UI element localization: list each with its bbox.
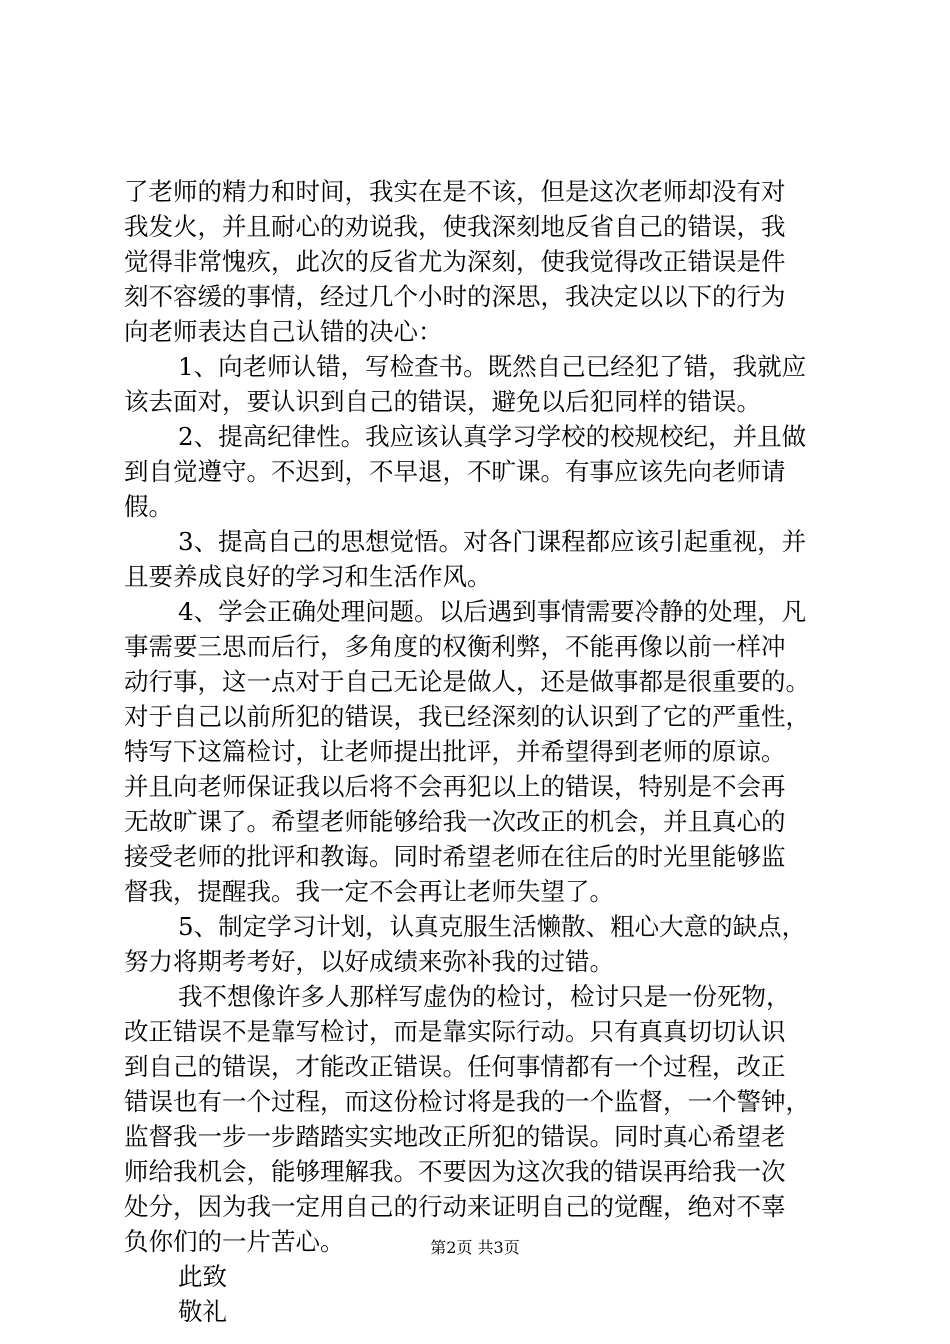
document-body	[124, 174, 836, 1329]
text-line: 错误也有一个过程，而这份检讨将是我的一个监督，一个警钟，	[124, 1087, 810, 1116]
text-line: 到自己的错误，才能改正错误。任何事情都有一个过程，改正	[124, 1052, 786, 1081]
text-line: 处分，因为我一定用自己的行动来证明自己的觉醒，绝对不辜	[124, 1192, 786, 1221]
closing-salutation: 此致	[178, 1262, 227, 1291]
paragraph-start-line: 我不想像许多人那样写虚伪的检讨，检讨只是一份死物，	[178, 982, 791, 1011]
text-line: 特写下这篇检讨，让老师提出批评，并希望得到老师的原谅。	[124, 737, 786, 766]
text-line: 负你们的一片苦心。	[124, 1227, 345, 1256]
text-line: 动行事，这一点对于自己无论是做人，还是做事都是很重要的。	[124, 667, 810, 696]
text-line: 师给我机会，能够理解我。不要因为这次我的错误再给我一次	[124, 1157, 786, 1186]
text-line: 该去面对，要认识到自己的错误，避免以后犯同样的错误。	[124, 387, 761, 416]
list-item-1-line: 1、向老师认错，写检查书。既然自己已经犯了错，我就应	[178, 352, 807, 381]
list-item-2-line: 2、提高纪律性。我应该认真学习学校的校规校纪，并且做	[178, 422, 807, 451]
text-line: 并且向老师保证我以后将不会再犯以上的错误，特别是不会再	[124, 772, 786, 801]
text-line: 事需要三思而后行，多角度的权衡利弊，不能再像以前一样冲	[124, 632, 786, 661]
text-line: 刻不容缓的事情，经过几个小时的深思，我决定以以下的行为	[124, 282, 786, 311]
text-line: 了老师的精力和时间，我实在是不该，但是这次老师却没有对	[124, 177, 786, 206]
closing-regards: 敬礼	[178, 1297, 227, 1326]
text-line: 努力将期考考好，以好成绩来弥补我的过错。	[124, 947, 614, 976]
text-line: 督我，提醒我。我一定不会再让老师失望了。	[124, 877, 614, 906]
text-line: 接受老师的批评和教诲。同时希望老师在往后的时光里能够监	[124, 842, 786, 871]
list-item-5-line: 5、制定学习计划，认真克服生活懒散、粗心大意的缺点，	[178, 912, 807, 941]
text-line: 我发火，并且耐心的劝说我，使我深刻地反省自己的错误，我	[124, 212, 786, 241]
list-item-3-line: 3、提高自己的思想觉悟。对各门课程都应该引起重视，并	[178, 527, 807, 556]
text-line: 觉得非常愧疚，此次的反省尤为深刻，使我觉得改正错误是件	[124, 247, 786, 276]
text-line: 监督我一步一步踏踏实实地改正所犯的错误。同时真心希望老	[124, 1122, 786, 1151]
text-line: 向老师表达自己认错的决心：	[124, 317, 443, 346]
text-line: 对于自己以前所犯的错误，我已经深刻的认识到了它的严重性，	[124, 702, 810, 731]
text-line: 且要养成良好的学习和生活作风。	[124, 562, 492, 591]
page-number-footer: 第2页 共3页	[430, 1238, 520, 1257]
text-line: 到自觉遵守。不迟到，不早退，不旷课。有事应该先向老师请	[124, 457, 786, 486]
text-line: 改正错误不是靠写检讨，而是靠实际行动。只有真真切切认识	[124, 1017, 786, 1046]
list-item-4-line: 4、学会正确处理问题。以后遇到事情需要冷静的处理，凡	[178, 597, 807, 626]
text-line: 无故旷课了。希望老师能够给我一次改正的机会，并且真心的	[124, 807, 786, 836]
text-line: 假。	[124, 492, 173, 521]
